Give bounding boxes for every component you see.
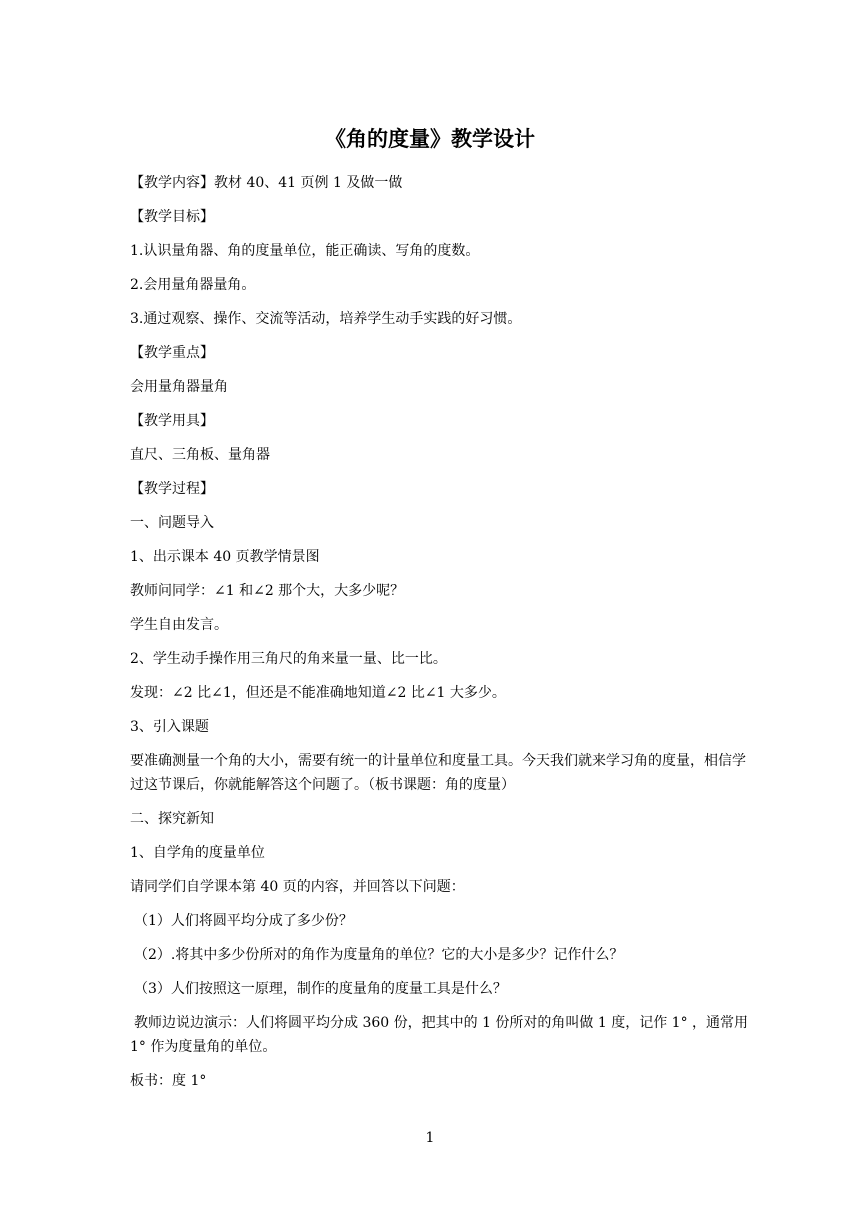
goal-item-3: 3.通过观察、操作、交流等活动，培养学生动手实践的好习惯。	[130, 311, 522, 327]
blackboard-note: 板书：度 1°	[130, 1073, 207, 1089]
document-body	[130, 171, 756, 1103]
heading-teaching-tools: 【教学用具】	[130, 413, 214, 429]
goal-item-1: 1.认识量角器、角的度量单位，能正确读、写角的度数。	[130, 243, 480, 259]
process-step-2: 2、学生动手操作用三角尺的角来量一量、比一比。	[130, 651, 447, 667]
self-study-instruction: 请同学们自学课本第 40 页的内容，并回答以下问题：	[130, 879, 465, 895]
teaching-tools-text: 直尺、三角板、量角器	[130, 447, 270, 463]
teacher-question: 教师问同学：∠1 和∠2 那个大，大多少呢？	[130, 583, 405, 599]
goal-item-2: 2.会用量角器量角。	[130, 277, 256, 293]
heading-teaching-focus: 【教学重点】	[130, 345, 214, 361]
process-step-3: 3、引入课题	[130, 719, 209, 735]
student-response: 学生自由发言。	[130, 617, 228, 633]
paragraph-teaching-content: 【教学内容】教材 40、41 页例 1 及做一做	[130, 175, 403, 191]
teacher-demonstration: 教师边说边演示：人们将圆平均分成 360 份，把其中的 1 份所对的角叫做 1 度，记作 1° ，通常用 1° 作为度量角的单位。	[130, 1015, 749, 1055]
document-title: 《角的度量》教学设计	[325, 126, 535, 151]
heading-teaching-goals: 【教学目标】	[130, 209, 214, 225]
explore-step-1: 1、自学角的度量单位	[130, 845, 265, 861]
question-3: （3）人们按照这一原理，制作的度量角的度量工具是什么？	[134, 981, 507, 997]
discovery-text: 发现：∠2 比∠1，但还是不能准确地知道∠2 比∠1 大多少。	[130, 685, 506, 701]
heading-teaching-process: 【教学过程】	[130, 481, 214, 497]
teaching-focus-text: 会用量角器量角	[130, 379, 228, 395]
question-2: （2）.将其中多少份所对的角作为度量角的单位？它的大小是多少？记作什么？	[134, 947, 624, 963]
page-number: 1	[425, 1130, 435, 1146]
section-heading-intro: 一、问题导入	[130, 515, 214, 531]
section-heading-explore: 二、探究新知	[130, 811, 214, 827]
question-1: （1）人们将圆平均分成了多少份？	[134, 913, 353, 929]
process-step-1: 1、出示课本 40 页教学情景图	[130, 549, 320, 565]
intro-paragraph: 要准确测量一个角的大小，需要有统一的计量单位和度量工具。今天我们就来学习角的度量，相信学过这节课后，你就能解答这个问题了。（板书课题：角的度量）	[130, 753, 746, 793]
